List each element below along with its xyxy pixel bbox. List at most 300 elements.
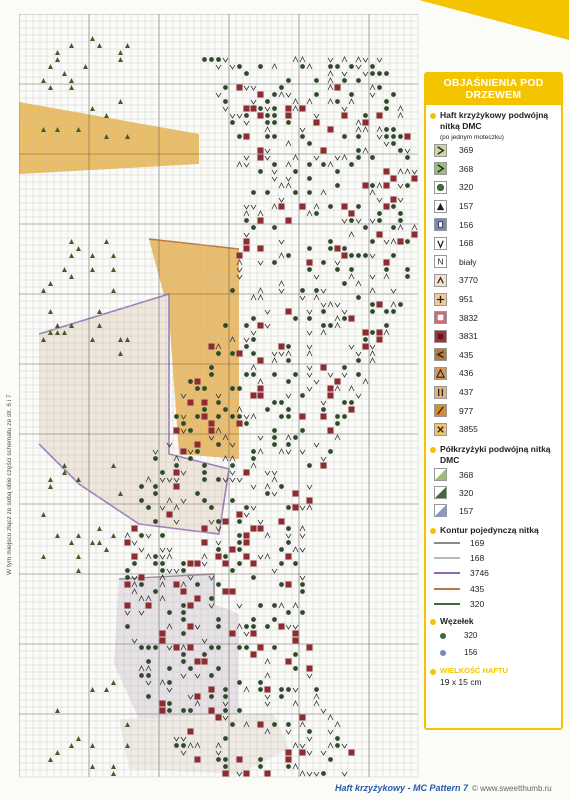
berry-stitch [223,561,229,567]
berry-stitch [258,645,264,651]
v-stitch [258,261,263,265]
dot-stitch [146,673,151,678]
legend-section-half: Półkrzyżyki podwójną nitką DMC [426,444,561,466]
tree-stitch [90,267,95,272]
caret-stitch [335,386,340,391]
berry-stitch [251,561,257,567]
caret-stitch [293,106,298,111]
caret-stitch [363,379,368,384]
caret-stitch [398,113,403,118]
dot-stitch [286,407,291,412]
v-stitch [300,548,305,552]
berry-stitch [188,400,194,406]
tree-stitch [48,309,53,314]
tree-stitch [41,554,46,559]
legend-section-outline: Kontur pojedynczą nitką [426,525,561,536]
berry-stitch [412,176,418,182]
berry-stitch [258,218,264,224]
tree-stitch [69,85,74,90]
stitch-symbol [434,218,447,231]
v-stitch [300,506,305,510]
dot-stitch [384,134,389,139]
v-stitch [307,373,312,377]
dot-stitch [293,316,298,321]
dot-stitch [286,540,291,545]
bullet-icon [430,619,436,625]
dot-stitch [230,288,235,293]
stitch-symbol [434,423,447,436]
berry-stitch [258,323,264,329]
caret-stitch [328,302,333,307]
caret-stitch [265,484,270,489]
dot-stitch [384,106,389,111]
tree-stitch [48,64,53,69]
berry-stitch [195,659,201,665]
chevron-right-icon [435,163,446,174]
berry-stitch [209,708,215,714]
dot-stitch [300,288,305,293]
v-stitch [286,730,291,734]
legend-row [426,290,561,309]
tree-stitch [118,57,123,62]
caret-stitch [349,232,354,237]
legend-row [426,271,561,290]
v-stitch [251,506,256,510]
dot-stitch [160,568,165,573]
berry-stitch [377,337,383,343]
dot-stitch [265,99,270,104]
dot-stitch [230,463,235,468]
berry-stitch [307,666,313,672]
tree-stitch [104,687,109,692]
dot-stitch [405,155,410,160]
dot-stitch [335,421,340,426]
tree-stitch [55,708,60,713]
berry-stitch [265,771,271,777]
dot-stitch [300,393,305,398]
tree-stitch [48,85,53,90]
stitch-symbol [434,311,447,324]
dot-stitch [209,372,214,377]
dot-stitch [272,617,277,622]
dot-stitch [286,505,291,510]
legend-row [426,308,561,327]
dot-stitch [272,106,277,111]
caret-stitch [314,295,319,300]
v-stitch [342,72,347,76]
dot-stitch [181,743,186,748]
tree-stitch [69,43,74,48]
v-stitch [272,352,277,356]
berry-stitch [405,134,411,140]
bullet-icon [430,669,436,675]
dot-stitch [251,624,256,629]
dot-stitch [251,449,256,454]
tree-stitch [90,540,95,545]
legend-row [426,215,561,234]
dot-stitch [293,190,298,195]
v-stitch [279,240,284,244]
dot-stitch [363,225,368,230]
tree-stitch [76,533,81,538]
tree-stitch [104,239,109,244]
dot-stitch [405,239,410,244]
dot-stitch [181,617,186,622]
v-stitch [335,261,340,265]
caret-stitch [244,687,249,692]
v-stitch [265,149,270,153]
dot-stitch [384,71,389,76]
dot-stitch [286,722,291,727]
berry-stitch [237,512,243,518]
v-stitch [244,338,249,342]
dot-stitch [293,372,298,377]
caret-stitch [265,554,270,559]
v-stitch [349,345,354,349]
caret-stitch [314,204,319,209]
dot-stitch [265,624,270,629]
dot-stitch [356,358,361,363]
dot-stitch [307,463,312,468]
berry-stitch [258,155,264,161]
dot-stitch [356,78,361,83]
dot-stitch [244,344,249,349]
caret-stitch [328,162,333,167]
berry-stitch [258,358,264,364]
dot-stitch [216,414,221,419]
dot-stitch [209,645,214,650]
dot-stitch [251,225,256,230]
dot-stitch [146,659,151,664]
dot-stitch [286,764,291,769]
v-stitch [342,219,347,223]
dot-stitch [251,575,256,580]
caret-stitch [356,127,361,132]
caret-stitch [293,547,298,552]
berry-stitch [293,631,299,637]
dot-stitch [251,190,256,195]
dot-stitch [202,57,207,62]
berry-stitch [384,169,390,175]
v-stitch [293,625,298,629]
thread-code: 168 [470,553,485,564]
caret-stitch [293,603,298,608]
dot-stitch [258,764,263,769]
legend-row [426,197,561,216]
tree-stitch [111,771,116,776]
dot-stitch [195,414,200,419]
dot-stitch [209,596,214,601]
berry-stitch [363,330,369,336]
berry-stitch [377,113,383,119]
thread-code: 951 [459,294,474,305]
berry-stitch [195,442,201,448]
caret-stitch [370,351,375,356]
tree-stitch [62,71,67,76]
berry-stitch [244,239,250,245]
legend-row [426,160,561,179]
caret-stitch [356,57,361,62]
berry-stitch [125,603,131,609]
dot-stitch [209,505,214,510]
caret-stitch [279,92,284,97]
dot-stitch [272,603,277,608]
v-stitch [342,772,347,776]
tree-stitch [111,680,116,685]
v-stitch [398,184,403,188]
berry-stitch [132,526,138,532]
legend-row [426,364,561,383]
dot-stitch [237,708,242,713]
v-stitch [314,443,319,447]
dot-stitch [216,757,221,762]
tree-stitch [55,533,60,538]
dot-stitch [216,547,221,552]
berry-stitch [307,260,313,266]
berry-stitch [321,365,327,371]
dot-stitch [272,428,277,433]
dot-stitch [279,484,284,489]
dot-stitch [139,673,144,678]
caret-stitch [202,554,207,559]
caret-stitch [279,603,284,608]
berry-stitch [258,148,264,154]
berry-stitch [293,491,299,497]
v-stitch [335,156,340,160]
legend-row [426,346,561,365]
dot-stitch [216,351,221,356]
legend-row [426,253,561,272]
thread-code: 3770 [459,275,478,286]
dot-stitch [391,134,396,139]
caret-stitch [335,722,340,727]
half-icon [435,487,446,498]
dot-stitch [272,400,277,405]
dot-stitch [223,736,228,741]
caret-stitch [391,239,396,244]
dot-stitch [181,659,186,664]
caret-stitch [265,127,270,132]
caret-stitch [321,190,326,195]
dot-stitch [188,666,193,671]
dot-stitch [237,533,242,538]
caret-stitch [321,330,326,335]
berry-stitch [209,428,215,434]
v-stitch [286,394,291,398]
caret-stitch [328,99,333,104]
berry-stitch [279,519,285,525]
caret-stitch [398,169,403,174]
tree-stitch [83,64,88,69]
dot-stitch [153,484,158,489]
v-stitch [363,72,368,76]
berry-stitch [202,659,208,665]
dot-stitch [279,400,284,405]
berry-stitch [174,484,180,490]
caret-stitch [335,316,340,321]
legend-row [426,484,561,502]
caret-stitch [300,57,305,62]
caret-stitch [272,477,277,482]
v-stitch [286,177,291,181]
dot-stitch [272,435,277,440]
v-stitch [307,345,312,349]
berry-stitch [195,596,201,602]
tree-stitch [104,547,109,552]
caret-stitch [328,71,333,76]
berry-stitch [223,589,229,595]
thread-code: 3746 [470,568,489,579]
berry-stitch [244,246,250,252]
v-stitch [139,548,144,552]
v-stitch [167,548,172,552]
dot-stitch [125,575,130,580]
legend-section-full: Haft krzyżykowy podwójną nitką DMC [426,110,561,132]
v-stitch [307,310,312,314]
dot-stitch [356,295,361,300]
v-stitch [237,604,242,608]
tree-stitch [48,757,53,762]
berry-stitch [265,687,271,693]
caret-stitch [349,386,354,391]
caret-stitch [293,764,298,769]
caret-stitch [328,85,333,90]
bars-icon [435,387,446,398]
dot-stitch [237,519,242,524]
dot-stitch [349,267,354,272]
dot-stitch [195,386,200,391]
v-stitch [321,289,326,293]
legend-row [426,551,561,566]
berry-stitch [181,589,187,595]
dot-stitch [349,92,354,97]
dot-stitch [370,309,375,314]
half-square-icon [435,312,446,323]
dot-stitch [230,120,235,125]
dot-stitch [181,610,186,615]
v-stitch [370,254,375,258]
v-stitch [377,58,382,62]
caret-stitch [293,57,298,62]
dot-stitch [188,708,193,713]
berry-stitch [307,498,313,504]
dot-stitch [258,603,263,608]
dot-stitch [230,351,235,356]
triangle-outline-icon [435,368,446,379]
dot-stitch [272,645,277,650]
dot-stitch [216,477,221,482]
v-stitch [174,569,179,573]
caret-stitch [377,127,382,132]
berry-stitch [139,575,145,581]
dot-stitch [300,428,305,433]
thread-code: 437 [459,387,474,398]
v-stitch [335,303,340,307]
dot-stitch [139,533,144,538]
stitch-symbol [434,404,447,417]
tree-stitch [76,554,81,559]
dot-stitch [181,708,186,713]
stitch-symbol [434,144,447,157]
legend-row [426,401,561,420]
dot-stitch [188,456,193,461]
caret-stitch [370,358,375,363]
berry-stitch [251,393,257,399]
berry-stitch [132,554,138,560]
v-stitch [230,65,235,69]
v-stitch [370,345,375,349]
dot-stitch [153,561,158,566]
dot-stitch [181,652,186,657]
dot-stitch [216,400,221,405]
dot-stitch [307,729,312,734]
dot-stitch [356,155,361,160]
dot-stitch [286,526,291,531]
v-stitch [216,93,221,97]
berry-stitch [258,246,264,252]
dot-stitch [335,743,340,748]
berry-stitch [363,120,369,126]
berry-stitch [377,232,383,238]
tree-stitch [41,78,46,83]
legend-row [426,581,561,596]
berry-stitch [300,715,306,721]
berry-stitch [286,113,292,119]
join-note: W tym miejscu złącz ze sobą obie części schematu ze str. 6 i 7 [6,394,13,575]
v-stitch [237,478,242,482]
dot-stitch [321,309,326,314]
dot-stitch [202,477,207,482]
tree-stitch [90,764,95,769]
dot-stitch [328,449,333,454]
caret-stitch [377,183,382,188]
dot-stitch [391,204,396,209]
v-stitch [342,107,347,111]
dot-stitch [223,407,228,412]
dot-stitch [167,708,172,713]
caret-stitch [286,435,291,440]
stitch-symbol [434,386,447,399]
dot-stitch [244,323,249,328]
caret-stitch [335,323,340,328]
berry-stitch [251,526,257,532]
v-stitch [356,219,361,223]
v-stitch [328,58,333,62]
dot-stitch [244,505,249,510]
tree-stitch [76,246,81,251]
dot-stitch [258,169,263,174]
half-stitch-symbol [434,504,447,517]
berry-stitch [321,414,327,420]
caret-stitch [265,673,270,678]
dot-stitch [398,218,403,223]
berry-stitch [237,757,243,763]
legend-row [426,536,561,551]
dot-stitch [251,617,256,622]
caret-stitch [384,330,389,335]
v-stitch [321,401,326,405]
v-stitch [307,485,312,489]
dot-stitch [216,57,221,62]
dot-stitch [237,134,242,139]
dot-stitch [286,414,291,419]
thread-code: biały [459,256,477,267]
v-stitch [321,751,326,755]
tree-stitch [90,36,95,41]
v-stitch [146,534,151,538]
dot-stitch [237,680,242,685]
dot-stitch [132,561,137,566]
